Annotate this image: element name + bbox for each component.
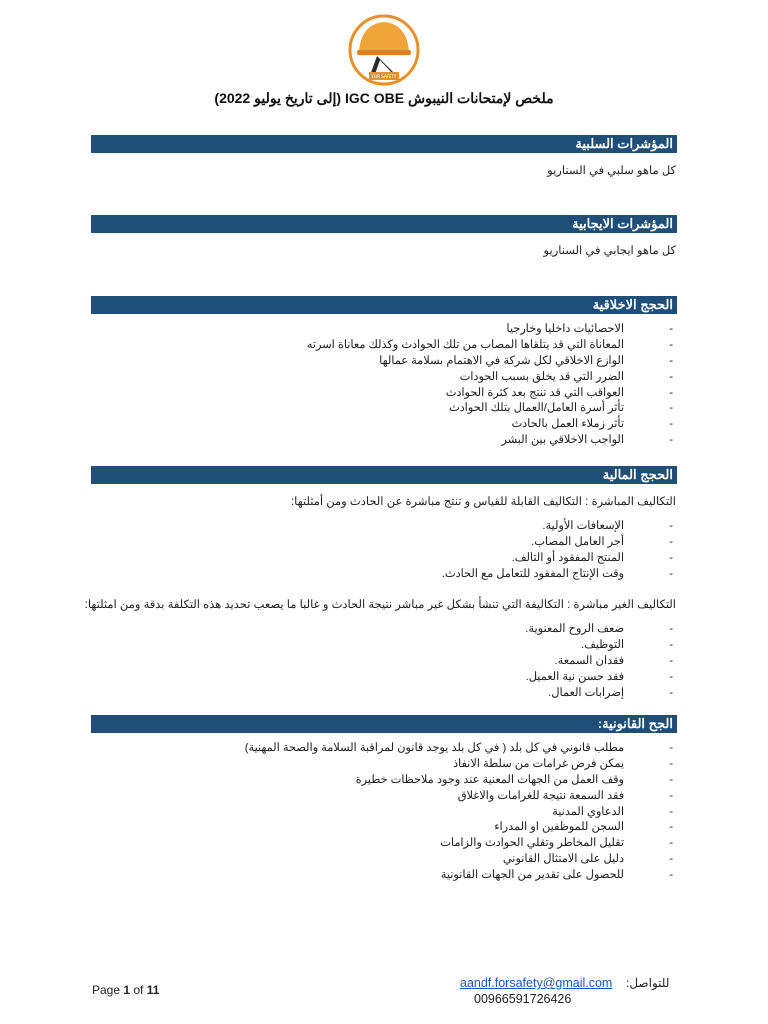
list-item: - تقليل المخاطر وتقلي الحوادث والزامات (440, 837, 673, 850)
list-item: - ضعف الروح المعنوية. (525, 623, 673, 635)
list-item: - دليل على الامتثال القانوني (502, 853, 673, 866)
svg-text:FOR SAFETY: FOR SAFETY (371, 74, 397, 79)
contact-email-link[interactable]: aandf.forsafety@gmail.com (460, 976, 613, 990)
direct-costs-intro: التكاليف المباشرة : التكاليف القابلة للقياس و تنتج مباشرة عن الحادث ومن أمثلتها: (290, 496, 676, 508)
contact-phone: 00966591726426 (474, 992, 572, 1006)
list-item: - وقف العمل من الجهات المعنية عند وجود ملاحظات خطيرة (355, 773, 673, 786)
list-item: - مطلب قانوني في كل بلد ( في كل بلد يوجد قانون لمراقبة السلامة والصحة المهنية) (244, 742, 673, 754)
list-item: - تأثر أسرة العامل/العمال بتلك الحوادث (448, 402, 673, 415)
direct-costs-list (116, 519, 676, 583)
list-item: - الدعاوي المدنية (552, 805, 673, 818)
section-heading-financial: الحجج المالية (91, 466, 677, 484)
list-item: - الضرر التي قد يخلق بسبب الحودات (459, 370, 673, 383)
list-item: - العواقب التي قد تنتج بعد كثرة الحوادث (445, 386, 673, 399)
list-item: - المنتج المفقود أو التالف. (511, 551, 673, 564)
section-heading-negative: المؤشرات السلبية (91, 135, 677, 153)
moral-list (116, 322, 676, 449)
page-number: Page 1 of 11 (92, 983, 160, 997)
indirect-costs-list (116, 622, 676, 701)
list-item: - السجن للموظفين او المدراء (494, 821, 673, 834)
indirect-costs-intro: التكاليف الغير مباشرة : التكاليفة التي تنشأ بشكل غير مباشر نتيجة الحادث و غالبا ما يصعب تحديد هذه التكلفة بدقة ومن امثلتها: (84, 599, 676, 611)
contact-label: للتواصل: (626, 976, 670, 990)
list-item: - فقد السمعة نتيجة للغرامات والاغلاق (457, 789, 673, 802)
positive-text: كل ماهو ايجابي في السناريو (543, 245, 676, 257)
section-heading-positive: المؤشرات الايجابية (91, 215, 677, 233)
list-item: - إضرابات العمال. (548, 686, 673, 699)
section-heading-legal: الجح القانونية: (91, 715, 677, 733)
document-title: ملخص لإمتحانات النيبوش IGC OBE (إلى تاريخ يوليو 2022) (214, 90, 554, 106)
legal-list (116, 741, 676, 884)
logo (347, 10, 421, 90)
list-item: - التوظيف. (580, 638, 673, 651)
list-item: - وقت الإنتاج المفقود للتعامل مع الحادث. (441, 567, 673, 580)
list-item: - الواجب الاخلاقي بين البشر (501, 434, 673, 447)
list-item: - المعاناة التي قد يتلقاها المصاب من تلك الحوادث وكذلك معاناة اسرته (306, 338, 673, 351)
list-item: - الإسعافات الأولية. (542, 520, 673, 532)
negative-text: كل ماهو سلبي في السناريو (547, 165, 676, 177)
list-item: - فقدان السمعة. (554, 654, 673, 667)
list-item: - فقد حسن نية العميل. (525, 670, 673, 683)
list-item: - تأثر زملاء العمل بالحادث (511, 418, 673, 431)
list-item: - أجر العامل المصاب. (531, 535, 673, 548)
list-item: - الوازع الاخلاقي لكل شركة في الاهتمام بسلامة عمالها (379, 354, 673, 367)
section-heading-moral: الحجج الاخلاقية (91, 296, 677, 314)
list-item: - يمكن فرض غرامات من سلطة الانفاذ (453, 757, 673, 770)
list-item: - للحصول على تقدير من الجهات القانونية (440, 869, 673, 882)
list-item: - الاحصائيات داخليا وخارجيا (506, 323, 673, 335)
